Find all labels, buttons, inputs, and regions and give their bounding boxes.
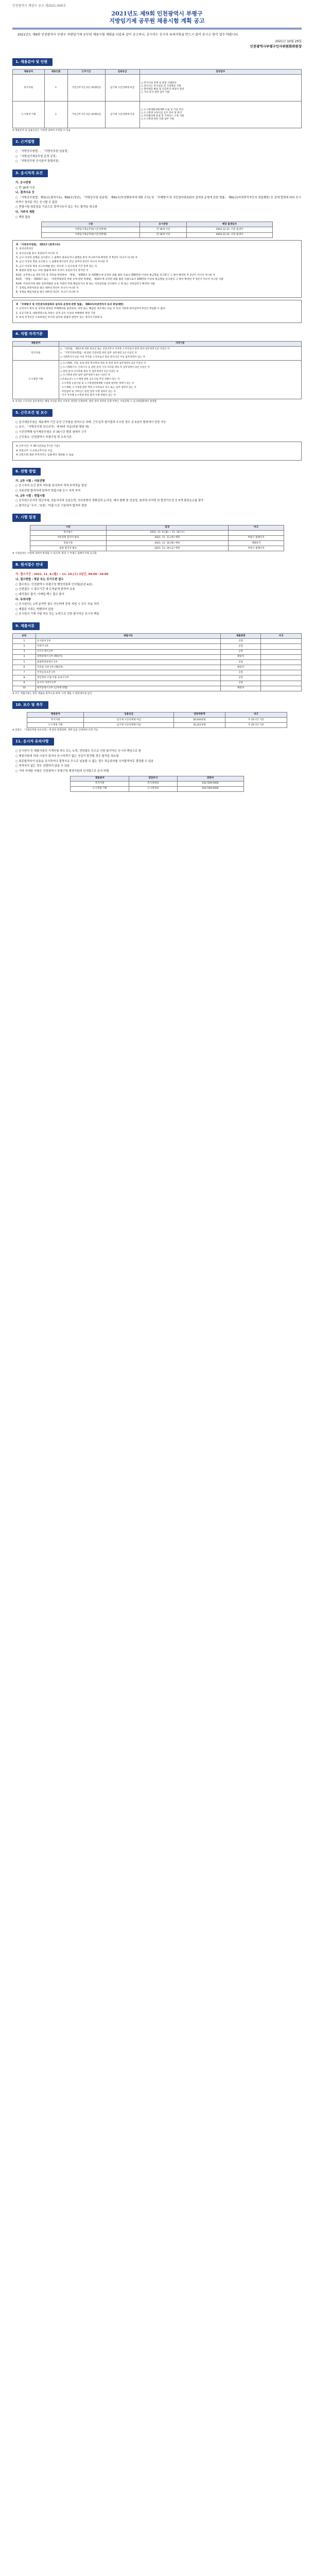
table-cell: 2003.12.31. 이전 출생자 xyxy=(187,232,273,238)
list-item: ○ 도시계획, 건축, 토목 관련 학사학위 취득 후 관련 분야 실무경력이 2년 이상인 자 xyxy=(60,362,300,366)
table-cell: 3 xyxy=(13,649,36,654)
disqualification-box xyxy=(12,240,302,298)
table-header: 일정 xyxy=(106,525,228,530)
contact-table xyxy=(70,776,243,792)
table-cell: 공통 xyxy=(220,649,261,654)
table-cell: 8 xyxy=(13,675,36,681)
table-header: 담당업무 xyxy=(139,70,301,75)
table-cell: 자격증 사본 1부 (해당자) xyxy=(36,665,220,670)
table-cell: 이력서 1부 xyxy=(36,644,220,649)
table-cell: 해당자 xyxy=(220,654,261,659)
apply-list xyxy=(15,572,302,617)
table-header: 연봉하한액 xyxy=(173,712,225,717)
table-cell: 서류전형 합격자 발표 xyxy=(30,535,106,540)
table-cell: 부평구 홈페이지 xyxy=(228,546,284,551)
title-block xyxy=(12,10,302,25)
table-row xyxy=(71,786,243,791)
section-documents: 9. 제출서류 xyxy=(12,622,40,630)
table-cell: 도시재생 기획 xyxy=(71,786,129,791)
table-cell: 6 xyxy=(13,665,36,670)
box-item: 5. 금고 이상의 형의 선고유예를 받은 경우에 그 선고유예 기간 중에 있는 자 xyxy=(16,265,97,268)
table-cell: 면접시험 xyxy=(30,541,106,546)
table-cell xyxy=(59,346,301,361)
list-item: ○ 「지방공무원 인사분야 통합지침」 xyxy=(15,159,302,164)
table-header: 응시연령 xyxy=(140,222,187,227)
box-title: ※ 「부패방지 및 국민권익위원회의 설치와 운영에 관한 법률」 제82조(비위면직자 등의 취업제한) xyxy=(16,303,124,306)
box-item: 1. 피성년후견인 xyxy=(16,248,33,251)
section-standards: 4. 직렬 자격기준 xyxy=(12,330,48,338)
table-cell: 주민등록초본 1부 xyxy=(36,670,220,675)
list-item: ○ 관련 분야 석사학위 취득 후 실무경력이 1년 이상인 자 xyxy=(60,370,300,374)
box-item: 6의4. 미성년자에 대한 성폭력범죄 등을 저질러 파면·해임되거나 형 또는 치료감호를 선고받아 그 형 또는 치료감호가 확정된 사람 xyxy=(16,282,155,285)
title-line1: 2021년도 제9회 인천광역시 부평구 xyxy=(111,10,203,17)
table-cell: 병적증명서 1부 (남자에 한함) xyxy=(36,686,220,691)
document-reference: 인천광역시 계양구 공고 제2021-000호 xyxy=(12,4,66,8)
table-cell: 개인정보 수집·이용 동의서 1부 xyxy=(36,675,220,681)
age-table xyxy=(41,222,273,238)
table-cell: 032-509-0000 xyxy=(177,786,243,791)
pay-table xyxy=(27,712,287,728)
table-header: 근무기간 xyxy=(67,70,105,75)
box-item: 3. 금고 이상의 실형을 선고받고 그 집행이 종료되거나 집행을 받지 아니하기로 확정된 후 5년이 지나지 아니한 자 xyxy=(16,257,137,260)
section-schedule: 7. 시험 일정 xyxy=(12,514,41,521)
table-cell: 응시자 서약서 1부 xyxy=(36,681,220,686)
table-header: 채용분야 xyxy=(27,712,84,717)
subsection-title: 다. 거주지 제한 xyxy=(15,211,35,214)
table-cell: 2021. 11. 11.(목) 예정 xyxy=(106,535,228,540)
list-item: ○ 도시계획기사, 건축기사 등 관련 분야 기사 자격증 취득 후 실무경력이 3년 이상인 자 xyxy=(60,366,300,370)
table-cell: 도시재생 기획 xyxy=(13,101,45,128)
list-item: ○ 근무장소: 인천광역시 부평구청 및 소속기관 xyxy=(15,435,302,440)
box-item: 7. 징계로 파면처분을 받은 때부터 5년이 지나지 아니한 자 xyxy=(16,286,79,290)
table-header: 비고 xyxy=(228,525,284,530)
table-cell: 기본근무기간 2년 (최대5년) xyxy=(67,75,105,101)
box-item: ※ 연장근무 시 초과근무수당 지급 xyxy=(16,449,53,452)
table-cell: 해당자 xyxy=(220,686,261,691)
work-list xyxy=(15,420,302,440)
list-item: ○ 보수: 「지방공무원 보수규정」에 따라 지급(연봉 범위 내) xyxy=(15,425,302,430)
law-list xyxy=(15,149,302,164)
box-item: 1. 공공기관 2. 대통령령으로 정하는 일정 규모 이상의 부패행위 관련 기관 xyxy=(16,312,96,315)
table-row xyxy=(30,546,284,551)
standards-table xyxy=(12,341,302,399)
table-row xyxy=(13,639,302,644)
list-item: ○ 제한 없음 xyxy=(15,215,302,220)
list-item: ○ 「지방임기제공무원 운영 규정」 xyxy=(15,155,302,159)
table-note: ※ 모든 제출서류는 원본 제출을 원칙으로 하며, 사본 제출 시 원본대조필 날인 xyxy=(12,692,92,695)
title-rule xyxy=(12,28,302,29)
table-cell: 자기소개서 1부 xyxy=(36,649,220,654)
list-item: ○ 우편접수 시 접수기간 내 도착분에 한하여 유효 xyxy=(15,587,302,592)
caution-list xyxy=(15,749,302,773)
table-cell: 주 35시간 기준 xyxy=(225,723,287,728)
table-row xyxy=(13,670,302,675)
list-item: - 주민참여 및 거버넌스 관련 업무 수행 경력이 있는 자 xyxy=(60,390,116,393)
table-cell: ○ 복지사업 연계 및 통합 사례관리 ○ 찾아가는 복지상담 및 가정방문 지원 ○ 취약계층 발굴 및 긴급복지 대상자 관리 ○ 기타 복지 관련 업무 지원 xyxy=(139,75,301,101)
table-cell xyxy=(261,670,302,675)
table-row xyxy=(42,232,273,238)
table-cell: 1 xyxy=(44,101,67,128)
table-cell: 7 xyxy=(13,670,36,675)
table-header: 제출방법 xyxy=(220,634,261,639)
list-item: ○ 도시재생 관련 업무 실무경력이 4년 이상인 자 xyxy=(60,374,300,378)
table-row xyxy=(13,101,302,128)
section-work: 5. 근무조건 및 보수 xyxy=(12,409,53,417)
list-item: ○ 응시자격 요건 충족 여부를 심사하여 적격·부적격을 결정 xyxy=(15,484,302,488)
table-header: 채용분야 xyxy=(71,776,129,781)
table-cell: 1 xyxy=(13,639,36,644)
title-line2: 지방임기제 공무원 채용시험 계획 공고 xyxy=(109,18,205,25)
table-cell: 만 18세 이상 xyxy=(140,227,187,232)
table-row xyxy=(71,781,243,786)
table-header: 담당부서 xyxy=(129,776,177,781)
intro-paragraph: 2021년도 제9회 인천광역시 부평구 지방임기제 공무원 채용시험 계획을 다음과 같이 공고하니, 응시자는 응시자 유의사항을 반드시 읽어 보시고 원서 접수 바랍니다. xyxy=(18,33,239,37)
table-row xyxy=(30,530,284,535)
table-cell: 4 xyxy=(13,654,36,659)
list-item: ○ 적격자가 없는 경우 선발하지 않을 수 있음 xyxy=(15,764,302,769)
table-cell: 공통 xyxy=(220,675,261,681)
table-cell: 임기제 시간선택제 마급 xyxy=(84,718,174,723)
table-cell: 032-509-0000 xyxy=(177,781,243,786)
table-cell: 26,044천원 xyxy=(173,718,225,723)
table-cell: 9 xyxy=(13,681,36,686)
box-item: ※ 근무시간: 주 35시간(1일 7시간 기준) xyxy=(16,445,60,448)
table-cell: 공통 xyxy=(220,681,261,686)
table-cell: 개별통지 xyxy=(228,541,284,546)
list-item: ○ 응시원서 기재 사항 착오 또는 누락으로 인한 불이익은 응시자 책임 xyxy=(15,612,302,617)
table-row xyxy=(13,665,302,670)
list-item: ○ 대리접수 불가, 이메일·팩스 접수 불가 xyxy=(15,592,302,597)
issuer: 인천광역시부평구인사위원회위원장 xyxy=(250,44,302,49)
list-item: ○ 「의료법」 제2조에 의한 의료인 또는 간호조무사 자격증 소지자로서 관련 분야 실무경력 1년 이상인 자 xyxy=(60,347,300,351)
list-item: ○ 시간선택제 임기제공무원은 주 35시간 범위 내에서 근무 xyxy=(15,430,302,435)
table-row xyxy=(13,361,302,399)
list-item: ○ 평가등급 '우수', '보통', '미흡'으로 구분하여 합격자 결정 xyxy=(15,504,302,509)
table-cell: 공통 xyxy=(220,670,261,675)
table-cell: 복지정책과 xyxy=(129,781,177,786)
table-cell: 도시재생 기획 xyxy=(13,361,59,399)
box-title: ※ 「지방공무원법」 제31조 (결격사유) xyxy=(16,243,60,246)
table-cell: 기본근무기간 2년 (최대5년) xyxy=(67,101,105,128)
box-item: ※ 신원조회 결과 부적격자는 임용에서 제외될 수 있음 xyxy=(16,454,74,457)
list-item: ○ 최종합격자가 임용을 포기하거나 결격사유 등으로 임용할 수 없는 경우 차순위자를 추가합격자로 결정할 수 있음 xyxy=(15,759,302,764)
table-cell: 도시재생 기획 xyxy=(27,723,84,728)
list-item: ○ 제출된 서류는 반환하지 않음 xyxy=(15,607,302,612)
schedule-table xyxy=(30,525,285,552)
list-item: ○ 서류전형 합격자에 한하여 면접시험 응시 자격 부여 xyxy=(15,489,302,494)
table-cell: 35,421천원 xyxy=(173,723,225,728)
table-cell xyxy=(261,654,302,659)
section-pay: 10. 보수 및 복무 xyxy=(12,701,48,709)
table-cell: 주 35시간 기준 xyxy=(225,718,287,723)
subsection-title: 나. 결격사유 등 xyxy=(15,191,35,195)
list-item: ○ 응시원서는 1개 분야만 접수 가능하며 중복 지원 시 모두 무효 처리 xyxy=(15,602,302,607)
table-header: 연락처 xyxy=(177,776,243,781)
table-row xyxy=(30,541,284,546)
list-item: - 국가·지자체 도시재생 관련 용역 수행 경험이 있는 자 xyxy=(60,394,116,397)
table-header: 해당 출생일자 xyxy=(187,222,273,227)
table-row xyxy=(13,346,302,361)
table-cell: 2003.12.31. 이전 출생자 xyxy=(187,227,273,232)
table-cell: 부평구 홈페이지 xyxy=(228,535,284,540)
subsection-title: 나. 2차 시험 : 면접시험 xyxy=(15,494,45,498)
table-cell: 원서접수 xyxy=(30,530,106,535)
table-cell: 공통 xyxy=(220,644,261,649)
table-cell xyxy=(261,675,302,681)
table-row xyxy=(30,535,284,540)
list-item: ○ 응시원서 등 제출서류의 기재사항 착오 또는 누락, 연락불능 등으로 인한 불이익은 응시자 책임으로 함 xyxy=(15,749,302,754)
table-cell: 2021. 11. 16.(화) 예정 xyxy=(106,541,228,546)
list-item: ○ 만 18세 이상 xyxy=(15,186,302,191)
box-item: 6의3. 「형법」 제303조 또는 「성폭력범죄의 처벌 등에 관한 특례법」 제10조에 규정된 죄를 범한 사람으로서 100만원 이상의 벌금형을 선고받고 그 형이 확정된 후 3년이 지나지 아니한 사람 xyxy=(16,278,223,281)
box-item: 6의2. 공무원으로 재직기간 중 직무와 관련하여 「형법」 제355조 및 제356조에 규정된 죄를 범한 자로서 300만원 이상의 벌금형을 선고받고 그 형이 확정된 후 2년이 지나지 아니한 자 xyxy=(16,274,216,277)
table-row xyxy=(13,644,302,649)
list-item: ○ 공무원으로서의 정신자세, 전문지식과 응용능력, 의사표현의 정확성과 논리성, 예의·품행 및 성실성, 창의력·의지력 및 발전가능성 등 5개 평정요소를 평가 xyxy=(15,499,302,503)
list-item: ○ 기타 자세한 사항은 인천광역시 부평구청 행정지원과 인사팀으로 문의 바람 xyxy=(15,769,302,774)
table-cell: 복지지원 xyxy=(13,75,45,101)
table-header: 채용분야 xyxy=(13,341,59,346)
table-row xyxy=(13,659,302,665)
table-cell: 도시재생과 xyxy=(129,786,177,791)
table-cell xyxy=(261,681,302,686)
table-header: 제출서류 xyxy=(36,634,220,639)
table-cell: 임기제 시간선택제 다급 xyxy=(84,723,174,728)
list-item: ○ 「국민건강보험법」에 의한 건강보험 관련 업무 실무경력 1년 이상인 자 xyxy=(60,351,300,355)
table-cell: 2021. 11. 19.(금) 예정 xyxy=(106,546,228,551)
box-item: 3. 퇴직 전 5년간 소속하였던 부서의 업무와 밀접한 관련이 있는 영리사기업체 등 xyxy=(16,316,103,319)
box-item: 2. 파산선고를 받고 복권되지 아니한 자 xyxy=(16,252,58,255)
table-cell xyxy=(261,665,302,670)
table-cell: 지방임기제공무원(시간선택제) xyxy=(42,227,140,232)
table-header: 비고 xyxy=(225,712,287,717)
table-cell: 2 xyxy=(13,644,36,649)
table-header: 임용등급 xyxy=(105,70,139,75)
section-recruitment: 1. 채용분야 및 인원 xyxy=(12,58,53,66)
table-cell: 5 xyxy=(13,659,36,665)
selection-list xyxy=(15,479,302,509)
list-item: ○ 사회복지사 2급 이상 자격증 소지자로서 관련 분야 1년 이상 실무경력이 있는 자 xyxy=(60,355,300,360)
table-cell: 경력증명서 1부 (해당자) xyxy=(36,654,220,659)
table-row xyxy=(13,681,302,686)
table-row xyxy=(13,654,302,659)
qualification-list xyxy=(15,181,302,219)
section-caution: 11. 응시자 유의사항 xyxy=(12,738,54,745)
table-cell: 공통 xyxy=(220,639,261,644)
table-cell: 최종학력증명서 1부 xyxy=(36,659,220,665)
table-note: ※ 채용분야 및 임용등급은 사정에 의하여 조정될 수 있음 xyxy=(12,129,71,132)
table-cell xyxy=(261,639,302,644)
list-item: ○ 면접시험 최종일을 기준으로 결격사유가 있는 자는 합격을 취소함 xyxy=(15,205,302,210)
anticorruption-box xyxy=(12,300,302,323)
table-cell: 복지지원 xyxy=(13,346,59,361)
table-cell xyxy=(228,530,284,535)
table-note: ※ 연봉은 「지방공무원 보수규정」에 따라 결정되며, 경력 등을 고려하여 조정 가능 xyxy=(12,729,98,732)
subsection-title: 가. 1차 시험 : 서류전형 xyxy=(15,479,45,483)
section-law: 2. 근거법령 xyxy=(12,138,40,146)
table-cell: 최종 합격자 발표 xyxy=(30,546,106,551)
table-row xyxy=(13,686,302,691)
work-box xyxy=(12,442,302,460)
list-item: ○ 제출서류에 허위 사실이 있거나 응시자격이 없는 사실이 발견될 경우 합격을 취소함 xyxy=(15,754,302,759)
documents-table xyxy=(12,633,302,691)
notice-date: 2021년 10월 29일 xyxy=(275,39,302,43)
table-header: 채용분야 xyxy=(13,70,45,75)
list-item: ○ 「지방공무원법」, 「지방공무원 임용령」 xyxy=(15,149,302,154)
table-header: 비고 xyxy=(261,634,302,639)
table-cell xyxy=(59,361,301,399)
box-item: ① 공직자가 재직 중 직무와 관련된 부패행위로 당연퇴직, 파면 또는 해임된 경우에는 다음 각 호의 기관에 퇴직일부터 5년간 취업할 수 없다. xyxy=(16,308,166,311)
table-header: 순번 xyxy=(13,634,36,639)
table-row xyxy=(27,723,287,728)
table-header: 구분 xyxy=(42,222,140,227)
list-item: ○ 임기제공무원은 채용계약 기간 동안 근무함을 원칙으로 하며, 근무실적 평가결과 우수한 경우 총 5년의 범위에서 연장 가능 xyxy=(15,420,302,425)
subsection-title: 다. 유의사항 xyxy=(15,598,31,601)
table-note: ※ 시험일정은 사정에 의하여 변경될 수 있으며, 변경 시 부평구 홈페이지에 공고함 xyxy=(12,552,97,555)
table-cell xyxy=(261,644,302,649)
table-cell: 임기제 시간선택제 마급 xyxy=(105,75,139,101)
table-cell xyxy=(261,649,302,654)
table-cell xyxy=(261,659,302,665)
table-cell: 2021. 11. 8.(월) ~ 11. 10.(수) xyxy=(106,530,228,535)
box-item: 4. 금고 이상의 형을 선고받고 그 집행유예기간이 끝난 날부터 2년이 지나지 아니한 자 xyxy=(16,261,108,264)
table-cell: 공통 xyxy=(220,659,261,665)
section-selection: 6. 전형 방법 xyxy=(12,468,41,476)
list-item: - 도시재생 뉴딜사업 및 도시재생전략계획 수립에 참여한 경력이 있는 자 xyxy=(60,382,134,385)
subsection-title: 가. 접수기간 : 2021. 11. 8.(월) ~ 11. 10.(수) 3일간, 09:00~18:00 xyxy=(15,573,109,577)
list-item: - 도시계획, 도시재생 관련 학위 소지자로서 연구 또는 실무 경력이 있는 자 xyxy=(60,386,136,389)
table-cell: 1 xyxy=(44,75,67,101)
subsection-title: 가. 응시연령 xyxy=(15,181,31,185)
table-cell: 복지지원 xyxy=(71,781,129,786)
table-cell: 10 xyxy=(13,686,36,691)
recruitment-table xyxy=(12,69,302,128)
box-item: 8. 징계로 해임처분을 받은 때부터 3년이 지나지 아니한 자 xyxy=(16,291,79,294)
table-header: 구분 xyxy=(30,525,106,530)
table-row xyxy=(13,675,302,681)
table-cell xyxy=(261,686,302,691)
table-header: 채용인원 xyxy=(44,70,67,75)
table-header: 자격기준 xyxy=(59,341,301,346)
table-row xyxy=(13,75,302,101)
list-item: ○ 「지방공무원법」제31조(결격사유), 제66조(정년), 「지방공무원 임용령」 제65조(부정행위자에 대한 조치) 및 「부패방지 및 국민권익위원회의 설치와 운영에 관한 법률」 제82조(비위면직자등의 취업제한) 등 관계 법령에 따라 응시자격이 정지된 자는 응시할 수 없음 xyxy=(15,196,302,205)
section-apply: 8. 원서접수 안내 xyxy=(12,561,48,569)
list-item: <우대요건> 도시재생 관련 공모사업 추진 경험이 있는 자 xyxy=(60,378,120,381)
box-item: 6. 법원의 판결 또는 다른 법률에 따라 자격이 상실되거나 정지된 자 xyxy=(16,269,89,273)
table-cell: 복지지원 xyxy=(27,718,84,723)
table-row xyxy=(27,718,287,723)
table-header: 임용등급 xyxy=(84,712,174,717)
table-row xyxy=(13,649,302,654)
table-cell: 임기제 시간선택제 다급 xyxy=(105,101,139,128)
table-cell: 응시원서 1부 xyxy=(36,639,220,644)
table-row xyxy=(42,227,273,232)
table-cell: ○ 도시재생활성화계획 수립 및 사업 추진 ○ 도시재생 뉴딜사업 공모 준비 및 관리 ○ 주민협의체 운영 및 거버넌스 구축 지원 ○ 도시재생 관련 각종 업무 지원 xyxy=(139,101,301,128)
section-qualification: 3. 응시자격 요건 xyxy=(12,170,48,177)
table-cell: 만 18세 이상 xyxy=(140,232,187,238)
table-cell: 지방임기제공무원(시간선택제) xyxy=(42,232,140,238)
table-note: ※ 자격증 소지자의 실무경력은 해당 자격증 취득 이후의 경력만 인정하며, 관련 분야 경력의 인정 여부는 서류전형 시 심사위원회에서 결정함 xyxy=(12,400,157,403)
table-cell: 해당자 xyxy=(220,665,261,670)
list-item: ○ 접수장소: 인천광역시 부평구청 행정지원과 인사팀(본관 4층) xyxy=(15,583,302,587)
subsection-title: 나. 접수방법 : 방문 또는 등기우편 접수 xyxy=(15,578,64,581)
